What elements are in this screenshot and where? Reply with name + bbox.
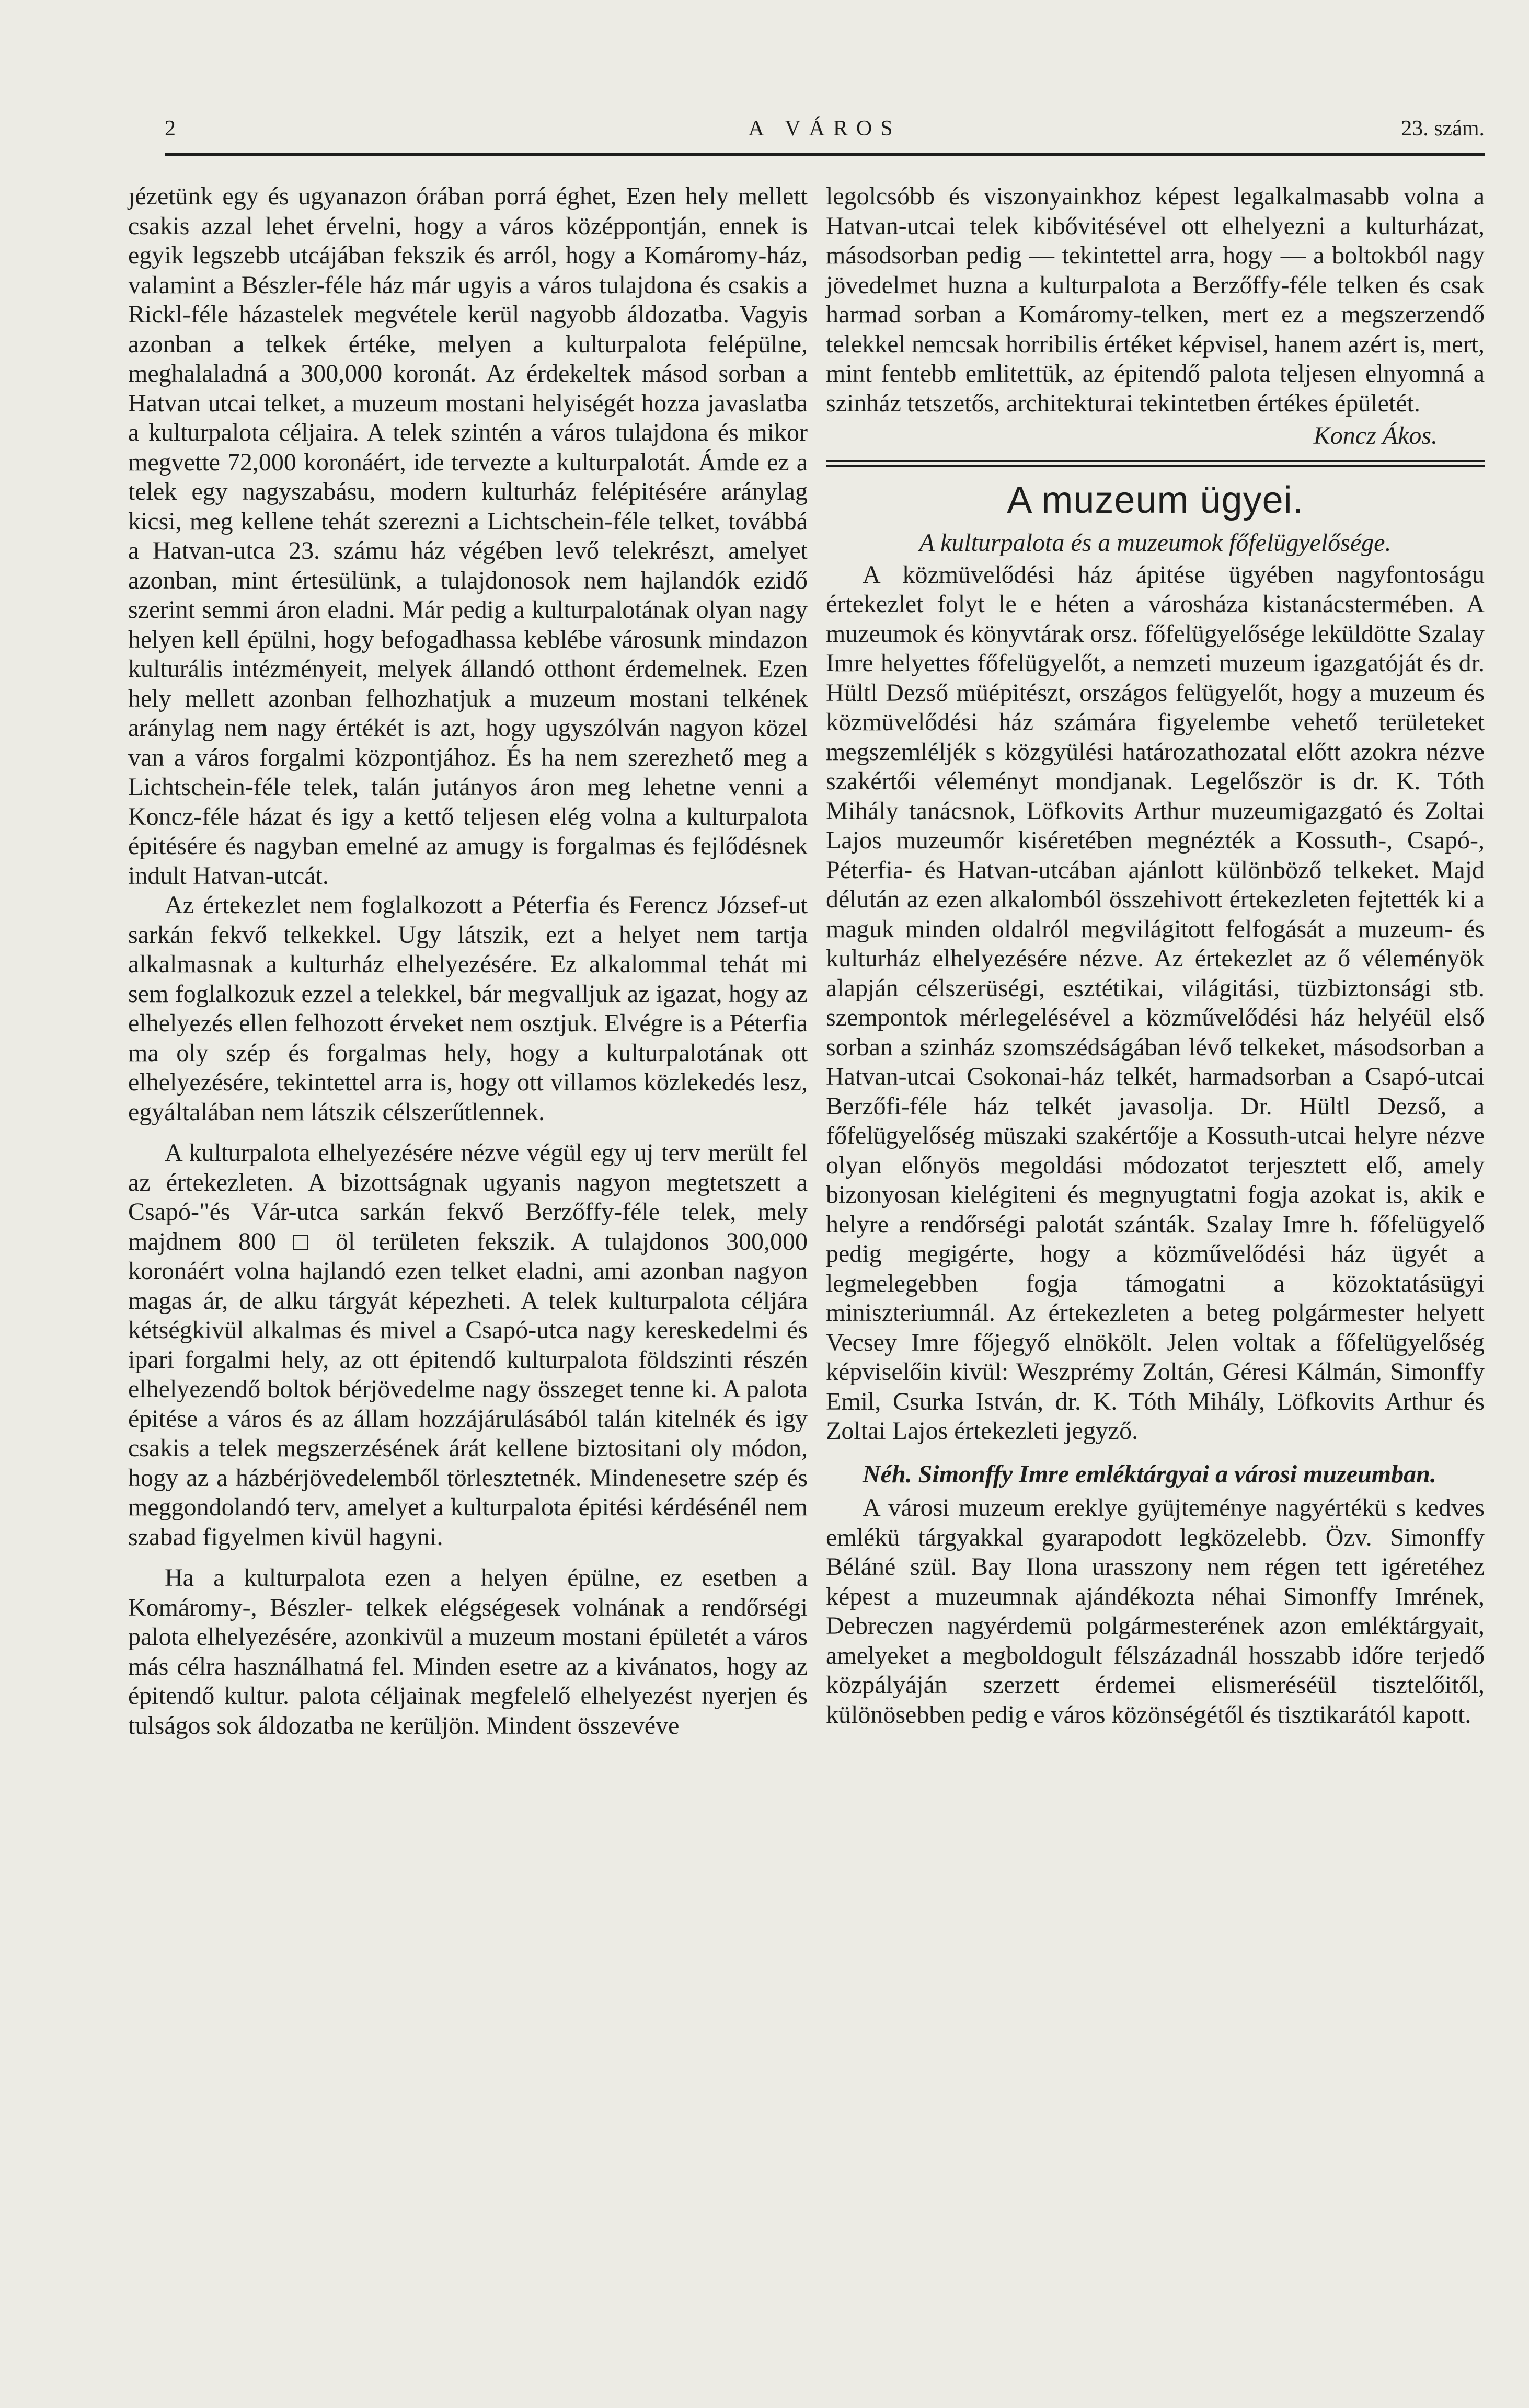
section-divider [826,460,1485,462]
page-header [165,116,1485,147]
right-paragraph-2: A közmüvelődési ház ápitése ügyében nagyfontoságu értekezlet folyt le e héten a városháza kistanácstermében. A muzeumok és könyvtárak orsz. főfelügyelősége leküldötte Szalay Imre helyettes főfelügyelőt, a nemzeti muzeum igazgatóját és dr. Hültl Dezső müépitészt, országos felügyelőt, hogy a muzeum és közmüvelődési ház számára figyelembe vehető területeket megszemléljék s közgyülési határozathozatal előtt azokra nézve szakértői véleményt mondjanak. Legelőször is dr. K. Tóth Mihály tanácsnok, Löfkovits Arthur muzeumigazgató és Zoltai Lajos muzeumőr kiséretében megnézték a Kossuth-, Csapó-, Péterfia- és Hatvan-utcában ajánlott különböző telkeket. Majd délután az ezen alkalomból összehivott értekezleten fejtették ki a maguk minden oldalról megvilágitott felfogását a muzeum- és kulturház elhelyezésére nézve. Az értekezlet az ő véleményök alapján célszerüségi, esztétikai, világitási, tüzbiztonsági stb. szempontok mérlegelésével a közművelődési ház helyéül első sorban a szinház szomszédságában lévő telkeket, másodsorban a Hatvan-utcai Csokonai-ház telkét, harmadsorban a Csapó-utcai Berzőfi-féle ház telkét javasolja. Dr. Hültl Dezső, a főfelügyelőség müszaki szakértője a Kossuth-utcai helyre nézve olyan előnyös megoldási módozatot terjesztett elő, amely bizonyosan kielégiteni és megnyugtatni fogja azokat is, akik e helyre a rendőrségi palotát szánták. Szalay Imre h. főfelügyelő pedig megigérte, hogy a közművelődési ház ügyét a legmelegebben fogja támogatni a közoktatásügyi miniszteriumnál. Az értekezleten a beteg polgármester helyett Vecsey Imre főjegyő elnökölt. Jelen voltak a főfelügyelőség képviselőin kivül: Weszprémy Zoltán, Géresi Kálmán, Simonffy Emil, Csurka István, dr. K. Tóth Mihály, Löfkovits Arthur és Zoltai Lajos értekezleti jegyző. [826,560,1485,1445]
section-title: A muzeum ügyei. [1007,479,1304,521]
left-paragraph-3: A kulturpalota elhelyezésére nézve végül egy uj terv merült fel az értekezleten. A bizottságnak ugyanis nagyon megtetszett a Csapó-"és Vár-utca sarkán fekvő Berzőffy-féle telek, mely majdnem 800 □ öl területen fekszik. A tulajdonos 300,000 koronáért volna hajlandó ezen telket eladni, ami azonban nagyon magas ár, de alku tárgyát képezheti. A telek kulturpalota céljára kétségkivül alkalmas és mivel a Csapó-utca nagy kereskedelmi és ipari forgalmi hely, az ott épitendő kulturpalota földszinti részén elhelyezendő boltok bérjövedelme nagy összeget tenne ki. A palota épitése a város és az állam hozzájárulásából talán kitelnék és igy csakis a telek megszerzésének árát kellene biztositani oly módon, hogy az a házbérjövedelemből törlesztetnék. Mindenesetre szép és meggondolandó terv, amelyet a kulturpalota épitési kérdésénél nem szabad figyelmen kivül hagyni. [128,1139,808,1551]
right-paragraph-1: legolcsóbb és viszonyainkhoz képest legalkalmasabb volna a Hatvan-utcai telek kibővitésével ott elhelyezni a kulturházat, másodsorban pedig — tekintettel arra, hogy — a boltokból nagy jövedelmet huzna a kulturpalota a Berzőffy-féle telken és csak harmad sorban a Komáromy-telken, mert ez a megszerzendő telekkel nemcsak horribilis értéket képvisel, hanem azért is, mert, mint fentebb emlitettük, az épitendő palota teljesen elnyomná a szinház tetszetős, architekturai tekintetben értékes épületét. [826,182,1485,417]
right-column [826,182,1485,1730]
left-paragraph-2: Az értekezlet nem foglalkozott a Péterfia és Ferencz József-ut sarkán fekvő telkekkel. Ugy látszik, ezt a helyet nem tartja alkalmasnak a kulturház elhelyezésére. Ez alkalommal tehát mi sem foglalkozuk ezzel a telekkel, bár megvalljuk az igazat, hogy az elhelyezés ellen felhozott érveket nem osztjuk. Elvégre is a Péterfia ma oly szép és forgalmas hely, hogy a kulturpalotának ott elhelyezésére, tekintettel arra is, hogy ott villamos közlekedés lesz, egyáltalában nem látszik célszerűtlennek. [128,891,808,1126]
subheading: A kulturpalota és a muzeumok főfelügyelősége. [919,529,1392,557]
subheading-2: Néh. Simonffy Imre emléktárgyai a városi muzeumban. [863,1460,1436,1488]
right-paragraph-3: A városi muzeum ereklye gyüjteménye nagyértékü s kedves emlékü tárgyakkal gyarapodott legközelebb. Özv. Simonffy Béláné szül. Bay Ilona urasszony nem régen tett igéretéhez képest a muzeumnak ajándékozta néhai Simonffy Imrének, Debreczen nagyérdemü polgármesterének azon emléktárgyait, amelyeket a megboldogult félszázadnál hosszabb időre terjedő közpályáján szerzett érdemei elismeréséül tisztelőitől, különösebben pedig e város közönségétől és tisztikarától kapott. [826,1494,1485,1729]
left-column [128,182,808,1741]
left-paragraph-1: ȷézetünk egy és ugyanazon órában porrá éghet, Ezen hely mellett csakis azzal lehet érvelni, hogy a város középpontján, ennek is egyik legszebb utcájában fekszik és arról, hogy a Komáromy-ház, valamint a Bészler-féle ház már ugyis a város tulajdona és csakis a Rickl-féle házastelek megvétele kerül nagyobb áldozatba. Vagyis azonban a telkek értéke, melyen a kulturpalota felépülne, meghalaladná a 300,000 koronát. Az érdekeltek másod sorban a Hatvan utcai telket, a muzeum mostani helyiségét hozza javaslatba a kulturpalota céljaira. A telek szintén a város tulajdona és mikor megvette 72,000 koronáért, ide tervezte a kulturpalotát. Ámde ez a telek egy nagyszabásu, modern kulturház felépitésére aránylag kicsi, meg kellene tehát szerezni a Lichtschein-féle telket, továbbá a Hatvan-utca 23. számu ház végében levő telekrészt, amelyet azonban, mint értesülünk, a tulajdonosok nem hajlandók ezidő szerint semmi áron eladni. Már pedig a kulturpalotának olyan nagy helyen kell épülni, hogy befogadhassa keblébe városunk mindazon kulturális intézményeit, melyek állandó otthont érdemelnek. Ezen hely mellett azonban felhozhatjuk a muzeum mostani telkének aránylag nem nagy értékét is azt, hogy ugyszólván nagyon közel van a város forgalmi központjához. És ha nem szerezhető meg a Lichtschein-féle telek, talán jutányos áron meg lehetne venni a Koncz-féle házat és igy a kettő teljesen elég volna a kulturpalota épitésére és nagyban emelné az amugy is forgalmas és fejlődésnek indult Hatvan-utcát. [128,182,808,890]
section-divider-2 [826,465,1485,467]
left-paragraph-4: Ha a kulturpalota ezen a helyen épülne, ez esetben a Komáromy-, Bészler- telkek elégségesek volnának a rendőrségi palota elhelyezésére, azonkivül a muzeum mostani épületét a város más célra használhatná fel. Minden esetre az a kivánatos, hogy az épitendő kultur. palota céljainak megfelelő elhelyezést nyerjen és tulságos sok áldozatba ne kerüljön. Mindent összevéve [128,1564,808,1739]
header-rule [165,153,1485,156]
publication-title: A VÁROS [748,117,901,141]
page-number: 2 [165,117,176,141]
issue-number: 23. szám. [1401,117,1485,141]
author-signature: Koncz Ákos. [1313,422,1438,450]
